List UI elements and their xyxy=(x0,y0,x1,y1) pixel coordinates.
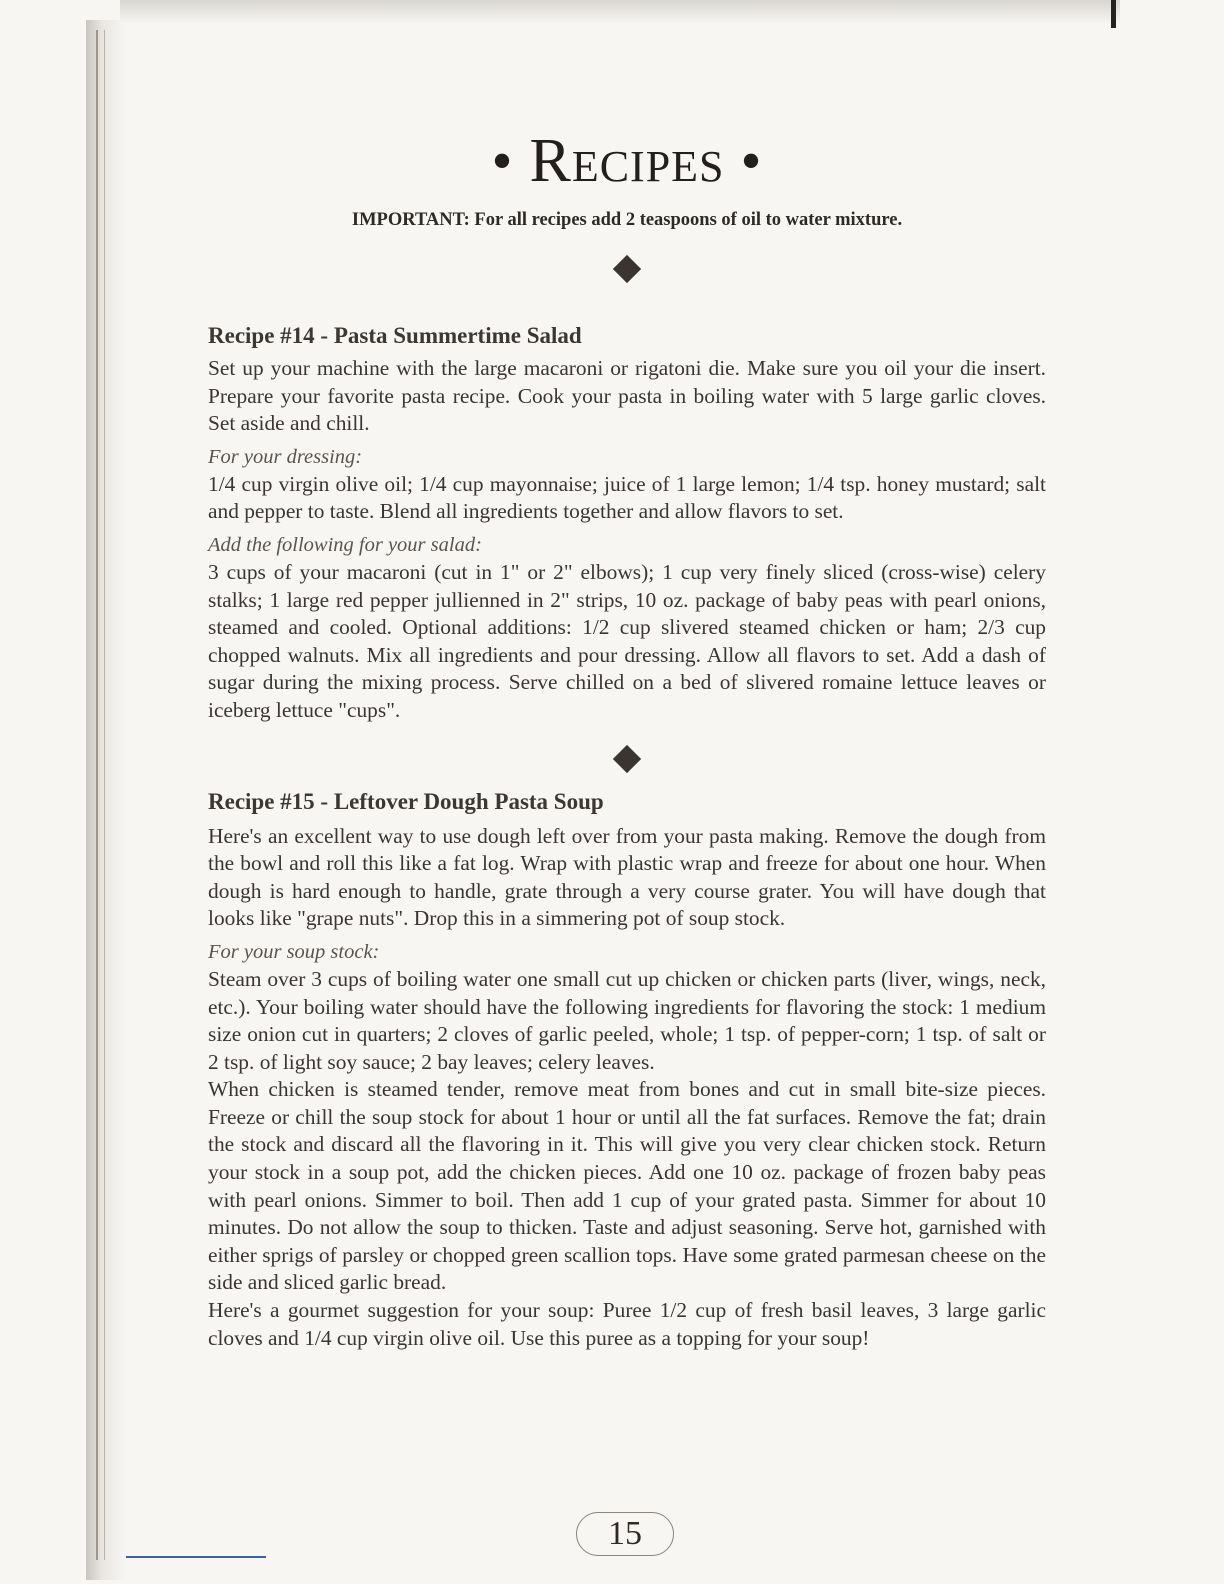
salad-label: Add the following for your salad: xyxy=(208,533,482,556)
divider xyxy=(208,739,1046,779)
dressing-text: 1/4 cup virgin olive oil; 1/4 cup mayonnaise; juice of 1 large lemon; 1/4 tsp. honey mustard; salt and pepper to taste. Blend all ingredients together and allow flavors to set. xyxy=(208,471,1046,524)
binding-edge-line xyxy=(96,30,98,1560)
dressing-label: For your dressing: xyxy=(208,445,363,468)
recipe-intro: Here's an excellent way to use dough left over from your pasta making. Remove the dough from the bowl and roll this like a fat log. Wrap with plastic wrap and freeze for about one hour. When dough is hard enough to handle, grate through a very course grater. You will have dough that looks like "grape nuts". Drop this in a simmering pot of soup stock. xyxy=(208,823,1046,931)
important-note: IMPORTANT: For all recipes add 2 teaspoons of oil to water mixture. xyxy=(351,210,903,230)
suggestion-text: Here's a gourmet suggestion for your soup: Puree 1/2 cup of fresh basil leaves, 3 large garlic cloves and 1/4 cup virgin olive oil. Use this puree as a topping for your soup! xyxy=(208,1298,1046,1350)
page-number: 15 xyxy=(576,1512,674,1556)
recipe-15 xyxy=(208,787,1046,1353)
page-binding-shadow xyxy=(86,20,126,1580)
page-title xyxy=(208,122,1046,206)
corner-mark xyxy=(1111,0,1116,28)
diamond-ornament-icon xyxy=(613,744,641,772)
recipe-heading: Recipe #14 - Pasta Summertime Salad xyxy=(208,323,582,348)
title-bullet-right: • xyxy=(740,128,763,194)
recipe-intro: Set up your machine with the large macaroni or rigatoni die. Make sure you oil your die insert. Prepare your favorite pasta recipe. Cook your pasta in boiling water with 5 large garlic cloves. Set aside and chill. xyxy=(208,356,1046,436)
title-rest: ECIPES xyxy=(571,142,725,191)
stock-text: Steam over 3 cups of boiling water one small cut up chicken or chicken parts (liver, wings, neck, etc.). Your boiling water should have the following ingredients for flavoring the stock: 1 medium size onion cut in quarters; 2 cloves of garlic peeled, whole; 1 tsp. of pepper-corn; 1 tsp. of salt or 2 tsp. of light soy sauce; 2 bay leaves; celery leaves. xyxy=(208,966,1046,1074)
recipe-page xyxy=(208,122,1046,1352)
recipe-14 xyxy=(208,321,1046,725)
steps-text: When chicken is steamed tender, remove meat from bones and cut in small bite-size pieces. Freeze or chill the soup stock for about 1 hour or until all the fat surfaces. Remove the fat; drain the stock and discard all the flavoring in it. This will give you very clear chicken stock. Return your stock in a soup pot, add the chicken pieces. Add one 10 oz. package of frozen baby peas with pearl onions. Simmer to boil. Then add 1 cup of your grated pasta. Simmer for about 10 minutes. Do not allow the soup to thicken. Taste and adjust seasoning. Serve hot, garnished with either sprigs of parsley or chopped green scallion tops. Have some grated parmesan cheese on the side and sliced garlic bread. xyxy=(208,1077,1046,1295)
salad-text: 3 cups of your macaroni (cut in 1" or 2" elbows); 1 cup very finely sliced (cross-wise) celery stalks; 1 large red pepper jullienned in 2" strips, 10 oz. package of baby peas with pearl onions, steamed and cooled. Optional additions: 1/2 cup slivered steamed chicken or ham; 2/3 cup chopped walnuts. Mix all ingredients and pour dressing. Allow all flavors to set. Add a dash of sugar during the mixing process. Serve chilled on a bed of slivered romaine lettuce leaves or iceberg lettuce "cups". xyxy=(208,559,1046,722)
diamond-ornament-icon xyxy=(613,255,641,283)
title-initial: R xyxy=(529,127,572,195)
recipe-heading: Recipe #15 - Leftover Dough Pasta Soup xyxy=(208,788,604,814)
title-bullet-left: • xyxy=(491,128,514,194)
bottom-edge-line xyxy=(126,1556,266,1558)
divider xyxy=(208,249,1046,289)
stock-label: For your soup stock: xyxy=(208,940,380,963)
top-page-edge xyxy=(120,0,1120,24)
binding-edge-line xyxy=(104,30,105,1560)
